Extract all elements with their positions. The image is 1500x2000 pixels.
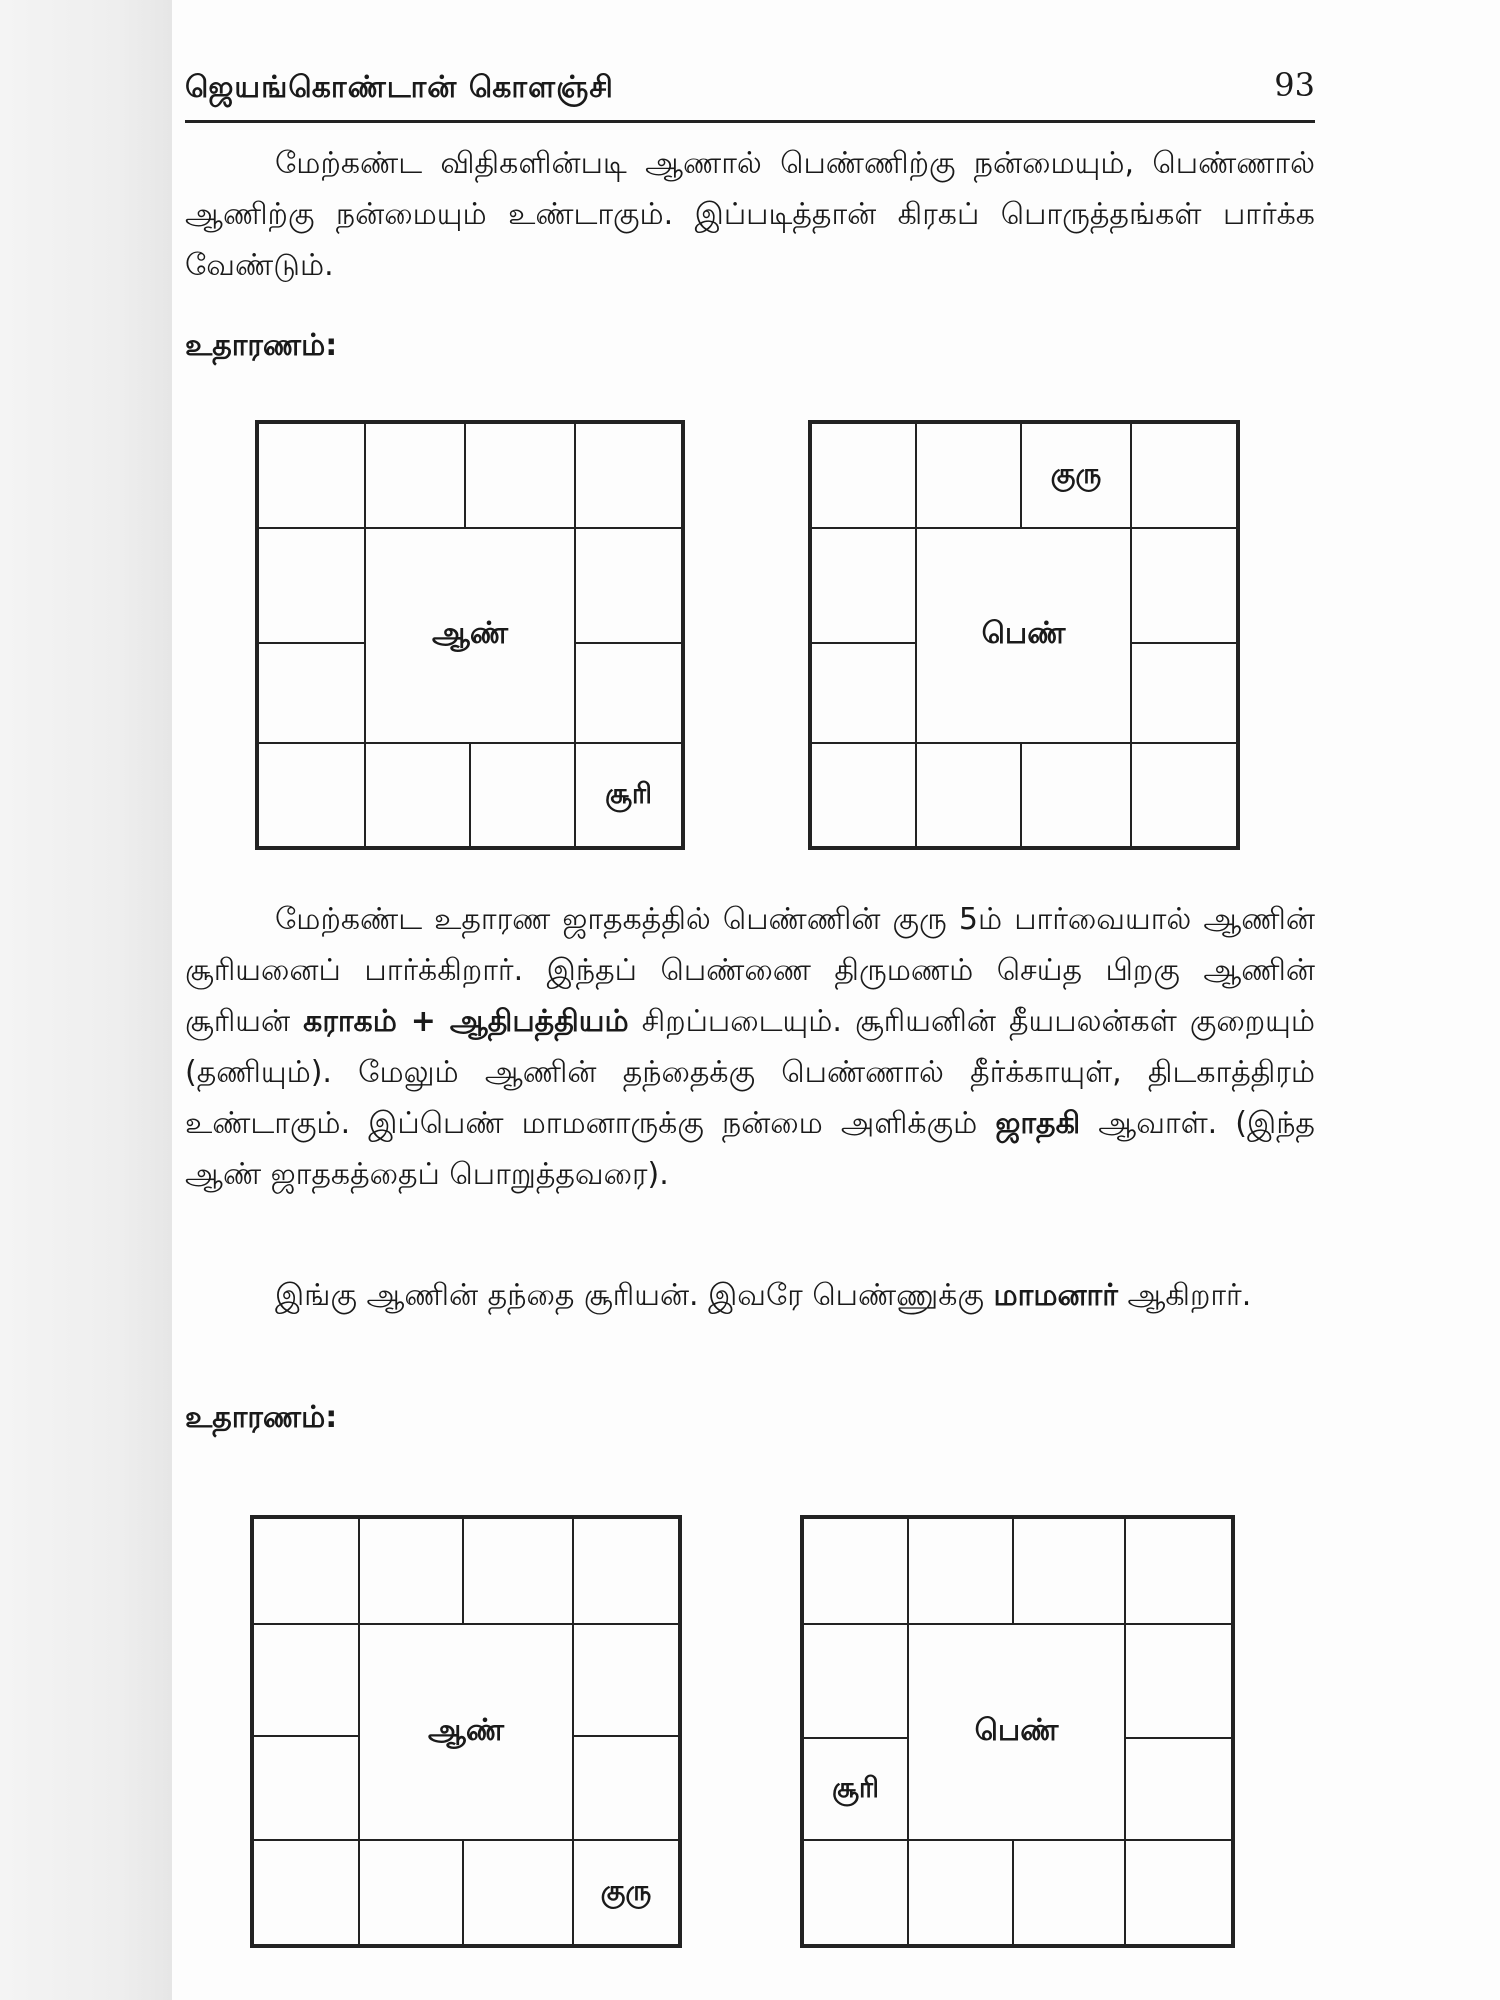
paragraph-2 (185, 894, 1315, 1200)
chart-cell (465, 423, 575, 528)
chart-center-label: ஆண் (427, 1712, 505, 1748)
paragraph-2-text-3: ஆவாள். (இந்த ஆண் ஜாதகத்தைப் பொறுத்தவரை). (185, 1106, 1315, 1192)
chart-center-female (916, 528, 1131, 743)
paragraph-3-text-2: ஆகிறார். (1117, 1278, 1252, 1313)
chart-cell (253, 1736, 359, 1840)
chart-center-label: பெண் (974, 1712, 1059, 1748)
chart-cell (573, 1736, 679, 1840)
chart-cell (811, 743, 916, 847)
chart-cell (253, 1840, 359, 1945)
chart-cell (811, 423, 916, 528)
book-spine-shadow (0, 0, 172, 2000)
chart-cell (811, 643, 916, 743)
chart-center-label: ஆண் (431, 616, 509, 651)
chart-center-male (365, 528, 575, 743)
chart-cell (811, 528, 916, 643)
chart-cell (1131, 743, 1237, 847)
chart-cell (916, 423, 1021, 528)
paragraph-1: மேற்கண்ட விதிகளின்படி ஆணால் பெண்ணிற்கு நன்மையும், பெண்ணால் ஆணிற்கு நன்மையும் உண்டாகும். இப்படித்தான் கிரகப் பொருத்தங்கள் பார்க்க வேண்டும். (185, 146, 1315, 283)
chart-cell (1125, 1840, 1232, 1945)
chart-center-label: பெண் (981, 616, 1066, 651)
paragraph-2-text-1: மேற்கண்ட உதாரண ஜாதகத்தில் பெண்ணின் குரு 5ம் பார்வையால் ஆணின் சூரியனைப் பார்க்கிறார். இந்தப் பெண்ணை திருமணம் செய்த பிறகு ஆணின் சூரியன் (185, 902, 1315, 1039)
chart-2-female (800, 1515, 1235, 1948)
chart-cell (1131, 423, 1237, 528)
chart-cell (253, 1624, 359, 1736)
chart-center-female (908, 1624, 1125, 1840)
chart-cell (1013, 1840, 1125, 1945)
chart-cell (1021, 743, 1131, 847)
chart-cell (365, 743, 470, 847)
chart-cell (1125, 1624, 1232, 1738)
paragraph-2-text-2: சிறப்படையும். சூரியனின் தீயபலன்கள் குறையும் (தணியும்). மேலும் ஆணின் தந்தைக்கு பெண்ணால் தீர்க்காயுள், திடகாத்திரம் உண்டாகும். இப்பெண் மாமனாருக்கு நன்மை அளிக்கும் (185, 1004, 1315, 1141)
chart-cell (258, 743, 365, 847)
chart-cell (916, 743, 1021, 847)
paragraph-2-bold-1: கராகம் + ஆதிபத்தியம் (303, 1004, 629, 1039)
chart-cell (1131, 643, 1237, 743)
chart-2-male (250, 1515, 682, 1948)
chart-cell (803, 1840, 908, 1945)
chart-cell (1125, 1518, 1232, 1624)
planet-label-jupiter: குரு (1050, 457, 1102, 490)
example-heading-1: உதாரணம்: (185, 328, 338, 363)
paragraph-3 (185, 1270, 1315, 1321)
chart-cell (575, 423, 682, 528)
planet-label-sun: சூரி (605, 776, 652, 810)
chart-cell-jupiter (1021, 423, 1131, 528)
chart-cell (573, 1624, 679, 1736)
chart-cell (463, 1518, 573, 1624)
chart-cell (359, 1518, 463, 1624)
paragraph-3-text-1: இங்கு ஆணின் தந்தை சூரியன். இவரே பெண்ணுக்கு (275, 1278, 994, 1313)
chart-cell (575, 528, 682, 643)
chart-cell (575, 643, 682, 743)
chart-cell-sun (803, 1738, 908, 1840)
chart-1-female (808, 420, 1240, 850)
chart-cell (573, 1518, 679, 1624)
paragraph-3-bold-1: மாமனார் (993, 1278, 1118, 1313)
chart-cell (258, 643, 365, 743)
chart-cell (470, 743, 575, 847)
chart-cell (253, 1518, 359, 1624)
chart-cell (803, 1518, 908, 1624)
chart-cell (1125, 1738, 1232, 1840)
chart-cell (908, 1840, 1013, 1945)
chart-cell (463, 1840, 573, 1945)
chart-cell (803, 1624, 908, 1738)
chart-cell-jupiter (573, 1840, 679, 1945)
chart-cell (359, 1840, 463, 1945)
chart-cell (258, 423, 365, 528)
paragraph-2-bold-2: ஜாதகி (995, 1106, 1081, 1141)
page-header (185, 66, 1315, 123)
example-heading-2: உதாரணம்: (185, 1400, 338, 1435)
chart-cell (258, 528, 365, 643)
chart-cell (1013, 1518, 1125, 1624)
planet-label-jupiter: குரு (600, 1874, 652, 1907)
chart-cell (1131, 528, 1237, 643)
chart-cell (365, 423, 465, 528)
planet-label-sun: சூரி (832, 1770, 879, 1804)
chart-cell (908, 1518, 1013, 1624)
chart-cell-sun (575, 743, 682, 847)
header-title: ஜெயங்கொண்டான் கொளஞ்சி (185, 70, 614, 105)
chart-1-male (255, 420, 685, 850)
chart-center-male (359, 1624, 573, 1840)
page-number: 93 (1274, 66, 1315, 104)
